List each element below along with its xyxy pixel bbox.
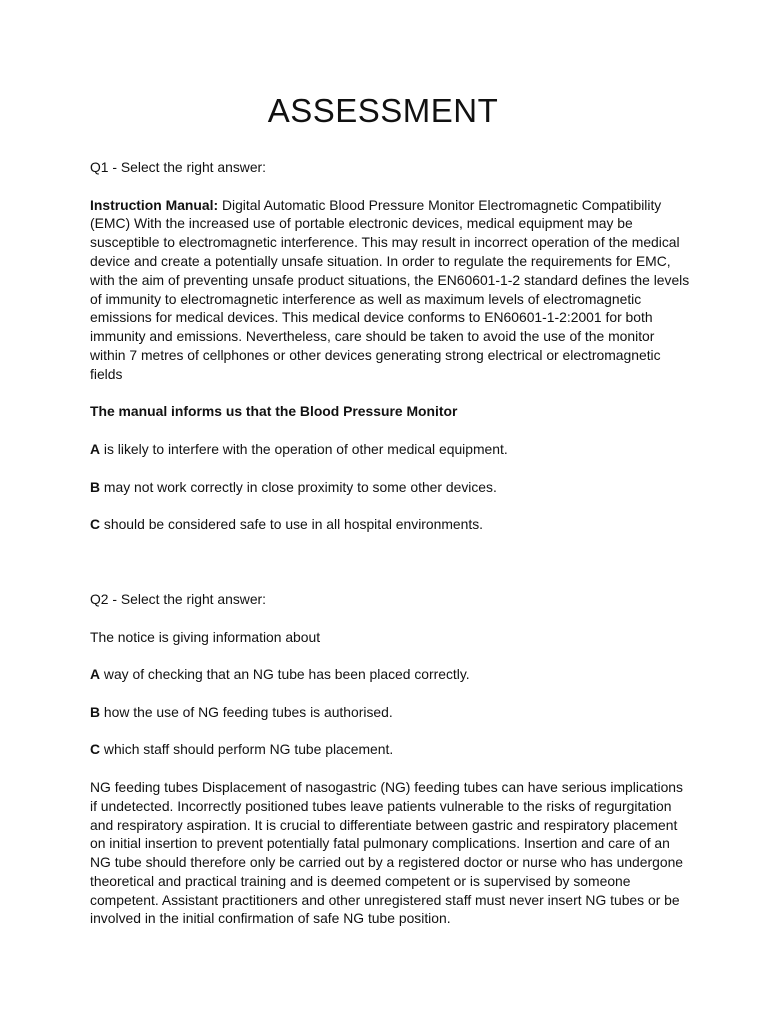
q1-option-a-letter: A (90, 440, 101, 457)
q1-passage-label: Instruction Manual: (90, 196, 219, 213)
q1-option-b (90, 478, 690, 497)
q1-option-c (90, 515, 690, 534)
page-title: ASSESSMENT (267, 92, 499, 129)
q2-option-c-letter: C (90, 741, 101, 758)
q1-heading: Q1 - Select the right answer: (90, 159, 267, 175)
q1-option-b-text: may not work correctly in close proximity to some other devices. (100, 478, 497, 495)
q2-stem: The notice is giving information about (90, 628, 321, 645)
document-body (90, 158, 690, 928)
q1-option-a (90, 440, 690, 459)
q2-option-b (90, 703, 690, 722)
q1-passage-text: Digital Automatic Blood Pressure Monitor Electromagnetic Compatibility (EMC) With the increased use of portable electronic devices, medical equipment may be susceptible to electromagnetic interference. This may result in incorrect operation of the medical device and create a potentially unsafe situation. In order to regulate the requirements for EMC, with the aim of preventing unsafe product situations, the EN60601-1-2 standard defines the levels of immunity to electromagnetic interference as well as maximum levels of electromagnetic emissions for medical devices. This medical device conforms to EN60601-1-2:2001 for both immunity and emissions. Nevertheless, care should be taken to avoid the use of the monitor within 7 metres of cellphones or other devices generating strong electrical or electromagnetic fields (90, 196, 690, 382)
q2-option-b-letter: B (90, 703, 101, 720)
q2-option-b-text: how the use of NG feeding tubes is authorised. (100, 703, 393, 720)
q2-option-a (90, 665, 690, 684)
q2-option-a-letter: A (90, 666, 101, 683)
q1-option-c-letter: C (90, 516, 101, 533)
q2-option-a-text: way of checking that an NG tube has been placed correctly. (100, 666, 470, 683)
q2-heading: Q2 - Select the right answer: (90, 590, 267, 607)
section-spacer (90, 534, 690, 590)
q1-passage (90, 196, 690, 384)
q1-stem: The manual informs us that the Blood Pressure Monitor (90, 403, 458, 420)
q1-option-c-text: should be considered safe to use in all hospital environments. (100, 516, 484, 533)
q2-passage: NG feeding tubes Displacement of nasogastric (NG) feeding tubes can have serious implications if undetected. Incorrectly positioned tubes leave patients vulnerable to the risks of regurgitation and respiratory aspiration. It is crucial to differentiate between gastric and respiratory placement on initial insertion to prevent potentially fatal pulmonary complications. Insertion and care of an NG tube should therefore only be carried out by a registered doctor or nurse who has undergone theoretical and practical training and is deemed competent or is supervised by someone competent. Assistant practitioners and other unregistered staff must never insert NG tubes or be involved in the initial confirmation of safe NG tube position. (90, 778, 684, 927)
q1-option-a-text: is likely to interfere with the operation of other medical equipment. (100, 440, 508, 457)
q2-option-c-text: which staff should perform NG tube placement. (100, 741, 394, 758)
q1-option-b-letter: B (90, 478, 101, 495)
q2-option-c (90, 740, 690, 759)
